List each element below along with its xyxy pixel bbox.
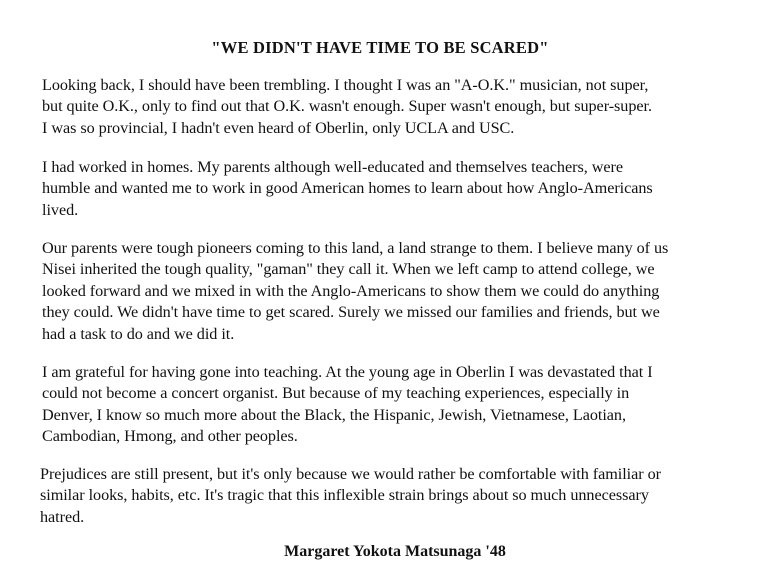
document-title: "WE DIDN'T HAVE TIME TO BE SCARED" (211, 38, 549, 57)
text-line: looked forward and we mixed in with the Anglo-Americans to show them we could do anything (42, 281, 660, 300)
text-line: Nisei inherited the tough quality, "gaman" they call it. When we left camp to attend college, we (42, 260, 655, 279)
text-line: had a task to do and we did it. (42, 324, 235, 343)
text-line: but quite O.K., only to find out that O.K. wasn't enough. Super wasn't enough, but super-super. (42, 97, 652, 116)
text-line: Prejudices are still present, but it's only because we would rather be comfortable with familiar or (40, 465, 661, 483)
text-line: Cambodian, Hmong, and other peoples. (42, 427, 298, 446)
text-line: I was so provincial, I hadn't even heard of Oberlin, only UCLA and USC. (42, 118, 515, 137)
paragraph-grateful-teaching (42, 362, 742, 448)
author-signature: Margaret Yokota Matsunaga '48 (284, 543, 506, 560)
paragraph-tough-pioneers (42, 238, 742, 345)
text-line: Denver, I know so much more about the Black, the Hispanic, Jewish, Vietnamese, Laotian, (42, 405, 626, 424)
text-line: Our parents were tough pioneers coming to this land, a land strange to them. I believe many of us (42, 239, 669, 257)
text-line: could not become a concert organist. But because of my teaching experiences, especially in (42, 384, 630, 403)
text-line: similar looks, habits, etc. It's tragic that this inflexible strain brings about so much unnecessary (40, 486, 649, 505)
text-line: lived. (42, 200, 79, 219)
paragraph-prejudices (40, 464, 740, 528)
text-line: I am grateful for having gone into teaching. At the young age in Oberlin I was devastated that I (42, 363, 653, 381)
text-line: they could. We didn't have time to get scared. Surely we missed our families and friends, but we (42, 303, 660, 322)
text-line: hatred. (40, 507, 85, 526)
paragraph-worked-in-homes (42, 157, 742, 221)
paragraph-looking-back (42, 75, 742, 139)
text-line: I had worked in homes. My parents although well-educated and themselves teachers, were (42, 158, 623, 176)
text-line: Looking back, I should have been trembling. I thought I was an "A-O.K." musician, not super, (42, 76, 649, 94)
text-line: humble and wanted me to work in good American homes to learn about how Anglo-Americans (42, 179, 653, 198)
